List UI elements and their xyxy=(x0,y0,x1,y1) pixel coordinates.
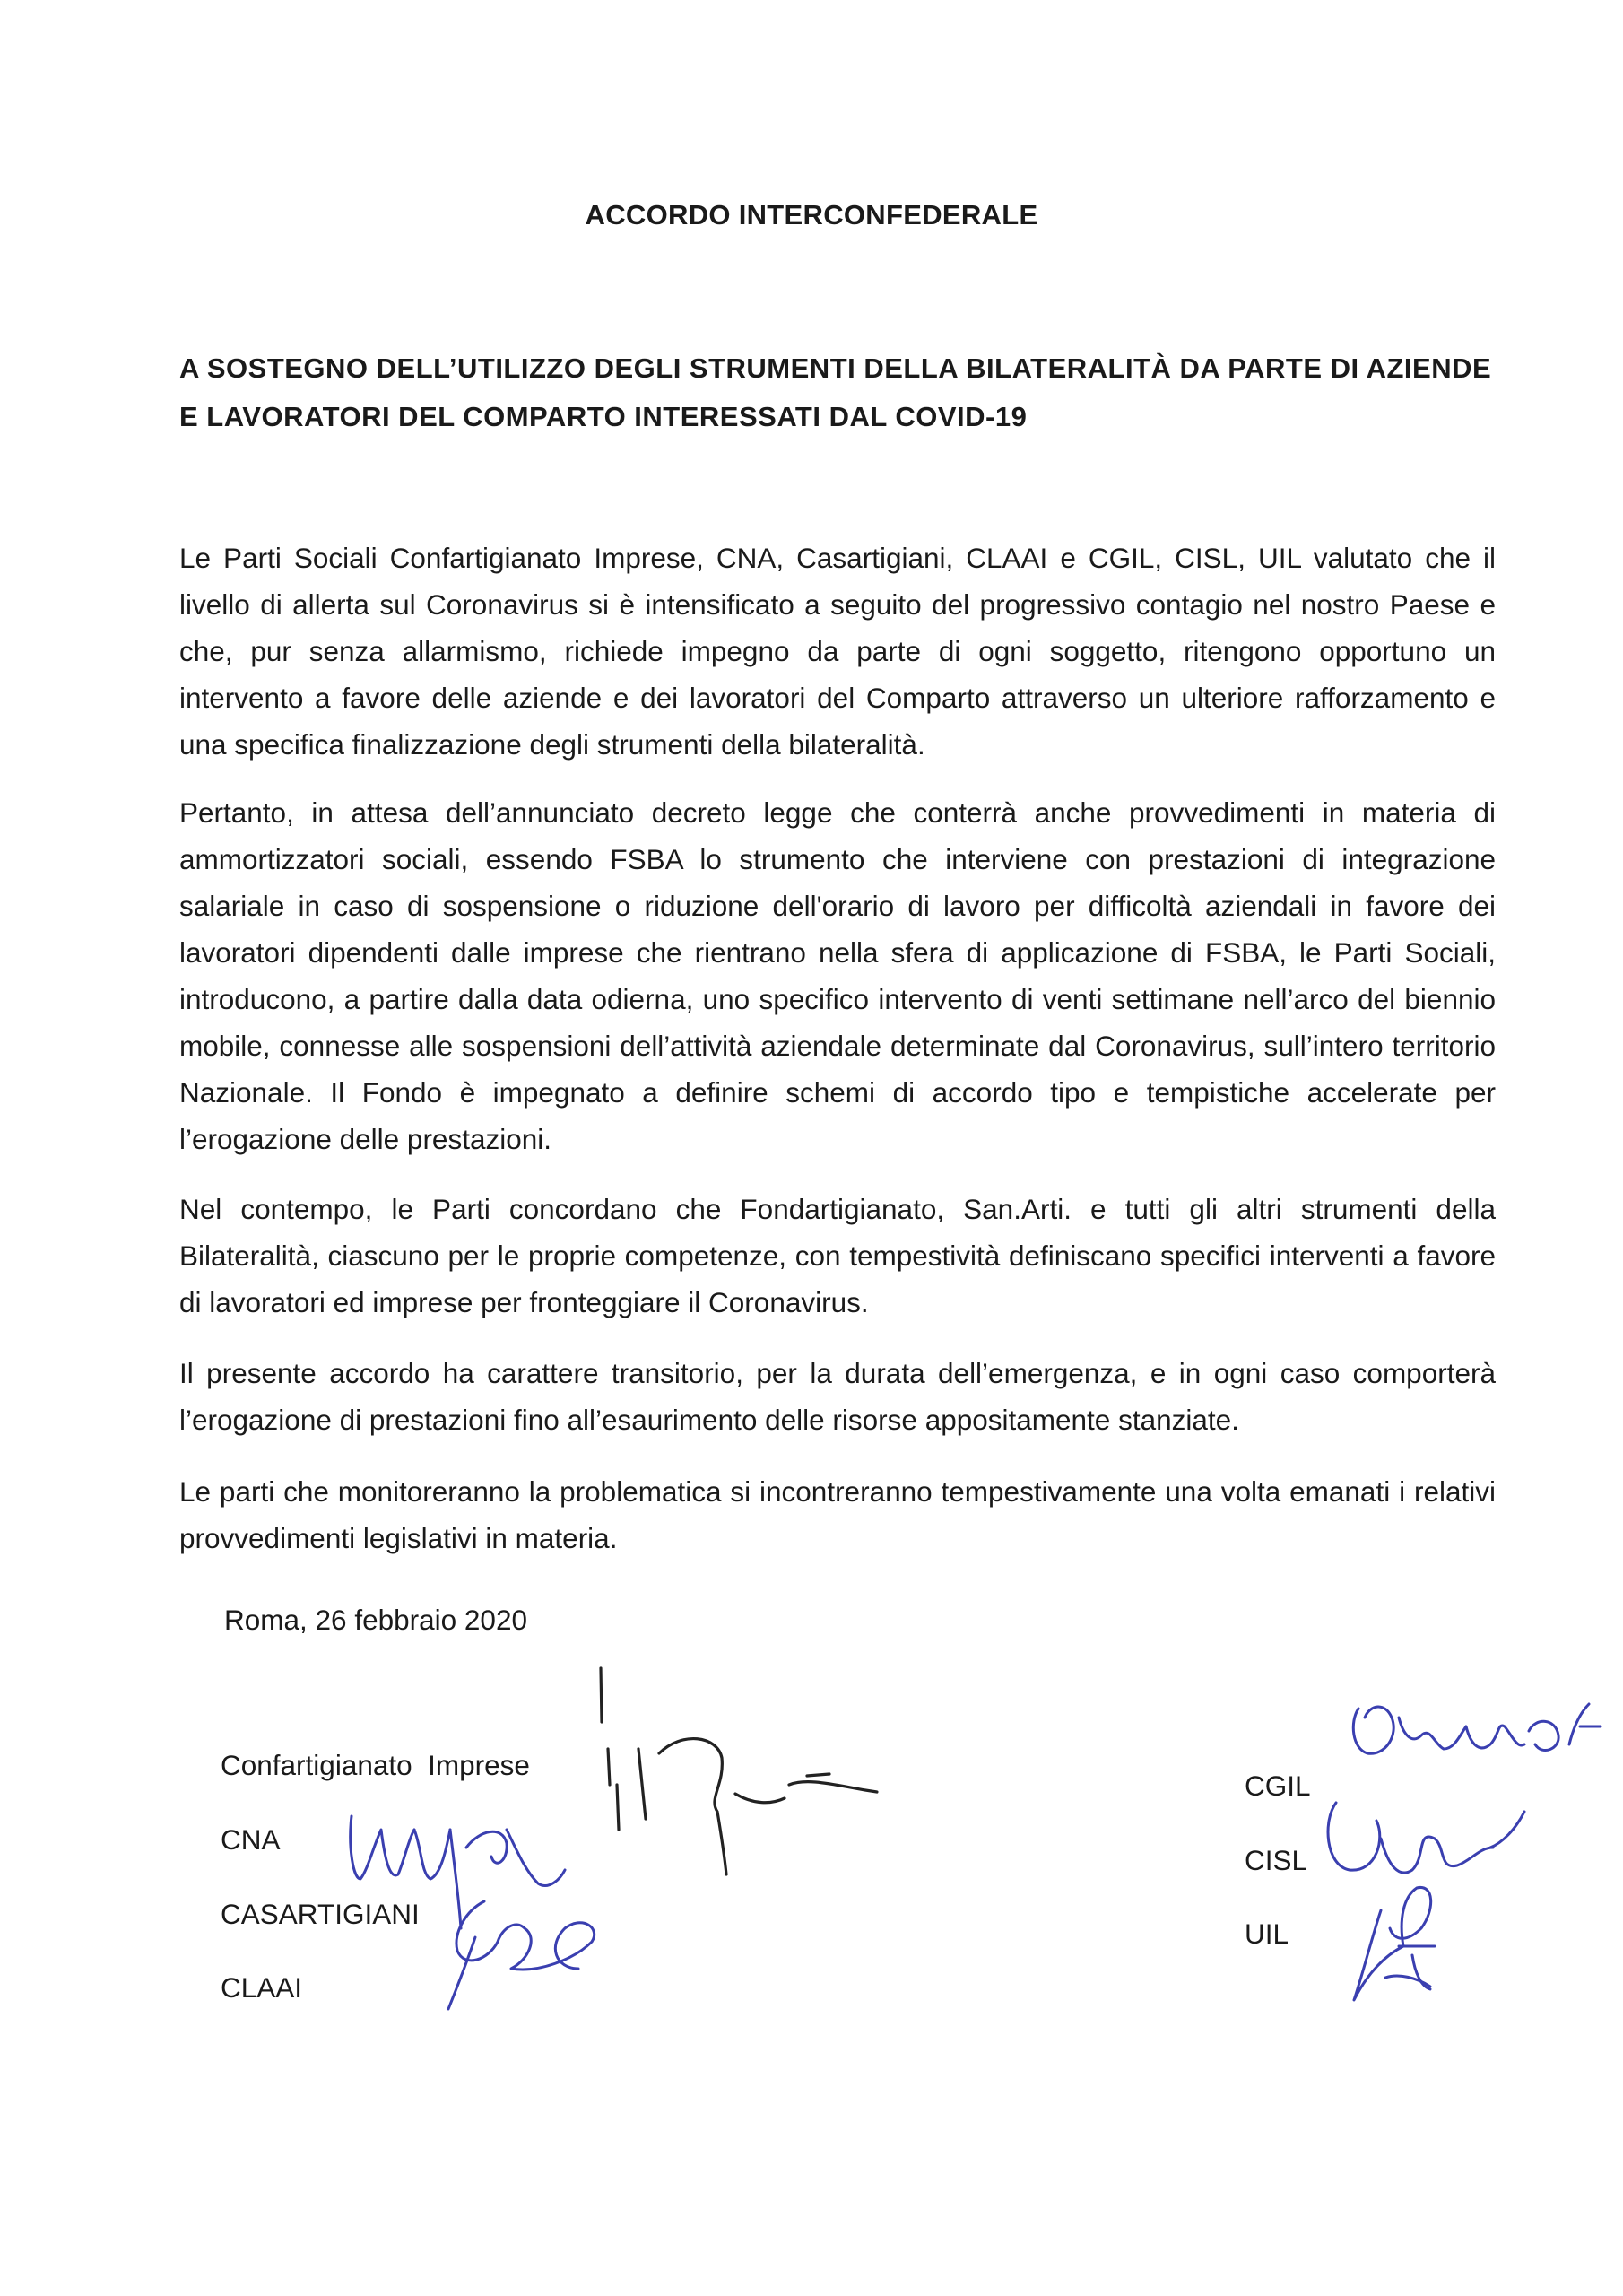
paragraph-4: Il presente accordo ha carattere transitorio, per la durata dell’emergenza, e in ogni caso comporterà l’erogazione di prestazioni fino all’esaurimento delle risorse appositamente stanziate. xyxy=(179,1357,1496,1436)
signatory-casartigiani: CASARTIGIANI xyxy=(221,1898,420,1930)
place-date: Roma, 26 febbraio 2020 xyxy=(224,1604,527,1636)
paragraph-2: Pertanto, in attesa dell’annunciato decreto legge che conterrà anche provvedimenti in materia di ammortizzatori sociali, essendo FSBA lo strumento che interviene con prestazioni di integrazione salariale in caso di sospensione o riduzione dell'orario di lavoro per difficoltà aziendali in favore dei lavoratori dipendenti dalle imprese che rientrano nella sfera di applicazione di FSBA, le Parti Sociali, introducono, a partire dalla data odierna, uno specifico intervento di venti settimane nell’arco del biennio mobile, connesse alle sospensioni dell’attività aziendale determinate dal Coronavirus, sull’intero territorio Nazionale. Il Fondo è impegnato a definire schemi di accordo tipo e tempistiche accelerate per l’erogazione delle prestazioni. xyxy=(179,796,1496,1155)
signatory-cgil: CGIL xyxy=(1245,1770,1311,1802)
signatory-claai: CLAAI xyxy=(221,1971,303,2004)
blue-signature-right xyxy=(1328,1704,1601,2000)
document-title: ACCORDO INTERCONFEDERALE xyxy=(585,199,1038,230)
paragraph-1: Le Parti Sociali Confartigianato Imprese, CNA, Casartigiani, CLAAI e CGIL, CISL, UIL valutato che il livello di allerta sul Coronavirus si è intensificato a seguito del progressivo contagio nel nostro Paese e che, pur senza allarmismo, richiede impegno da parte di ogni soggetto, ritengono opportuno un intervento a favore delle aziende e dei lavoratori del Comparto attraverso un ulteriore rafforzamento e una specifica finalizzazione degli strumenti della bilateralità. xyxy=(179,542,1496,761)
paragraph-5: Le parti che monitoreranno la problematica si incontreranno tempestivamente una volta emanati i relativi provvedimenti legislativi in materia. xyxy=(179,1475,1496,1554)
signatory-uil: UIL xyxy=(1245,1918,1289,1950)
paragraph-3: Nel contempo, le Parti concordano che Fondartigianato, San.Arti. e tutti gli altri strumenti della Bilateralità, ciascuno per le proprie competenze, con tempestività definiscano specifici interventi a favore di lavoratori ed imprese per fronteggiare il Coronavirus. xyxy=(179,1193,1496,1318)
signatory-cna: CNA xyxy=(221,1823,281,1856)
signatory-confartigianato: Confartigianato Imprese xyxy=(221,1749,530,1781)
document-subtitle: A SOSTEGNO DELL’UTILIZZO DEGLI STRUMENTI DELLA BILATERALITÀ DA PARTE DI AZIENDE E LAVORATORI DEL COMPARTO INTERESSATI DAL COVID-19 xyxy=(179,352,1492,432)
signatory-cisl: CISL xyxy=(1245,1844,1308,1876)
black-signature-marks xyxy=(601,1668,877,1874)
